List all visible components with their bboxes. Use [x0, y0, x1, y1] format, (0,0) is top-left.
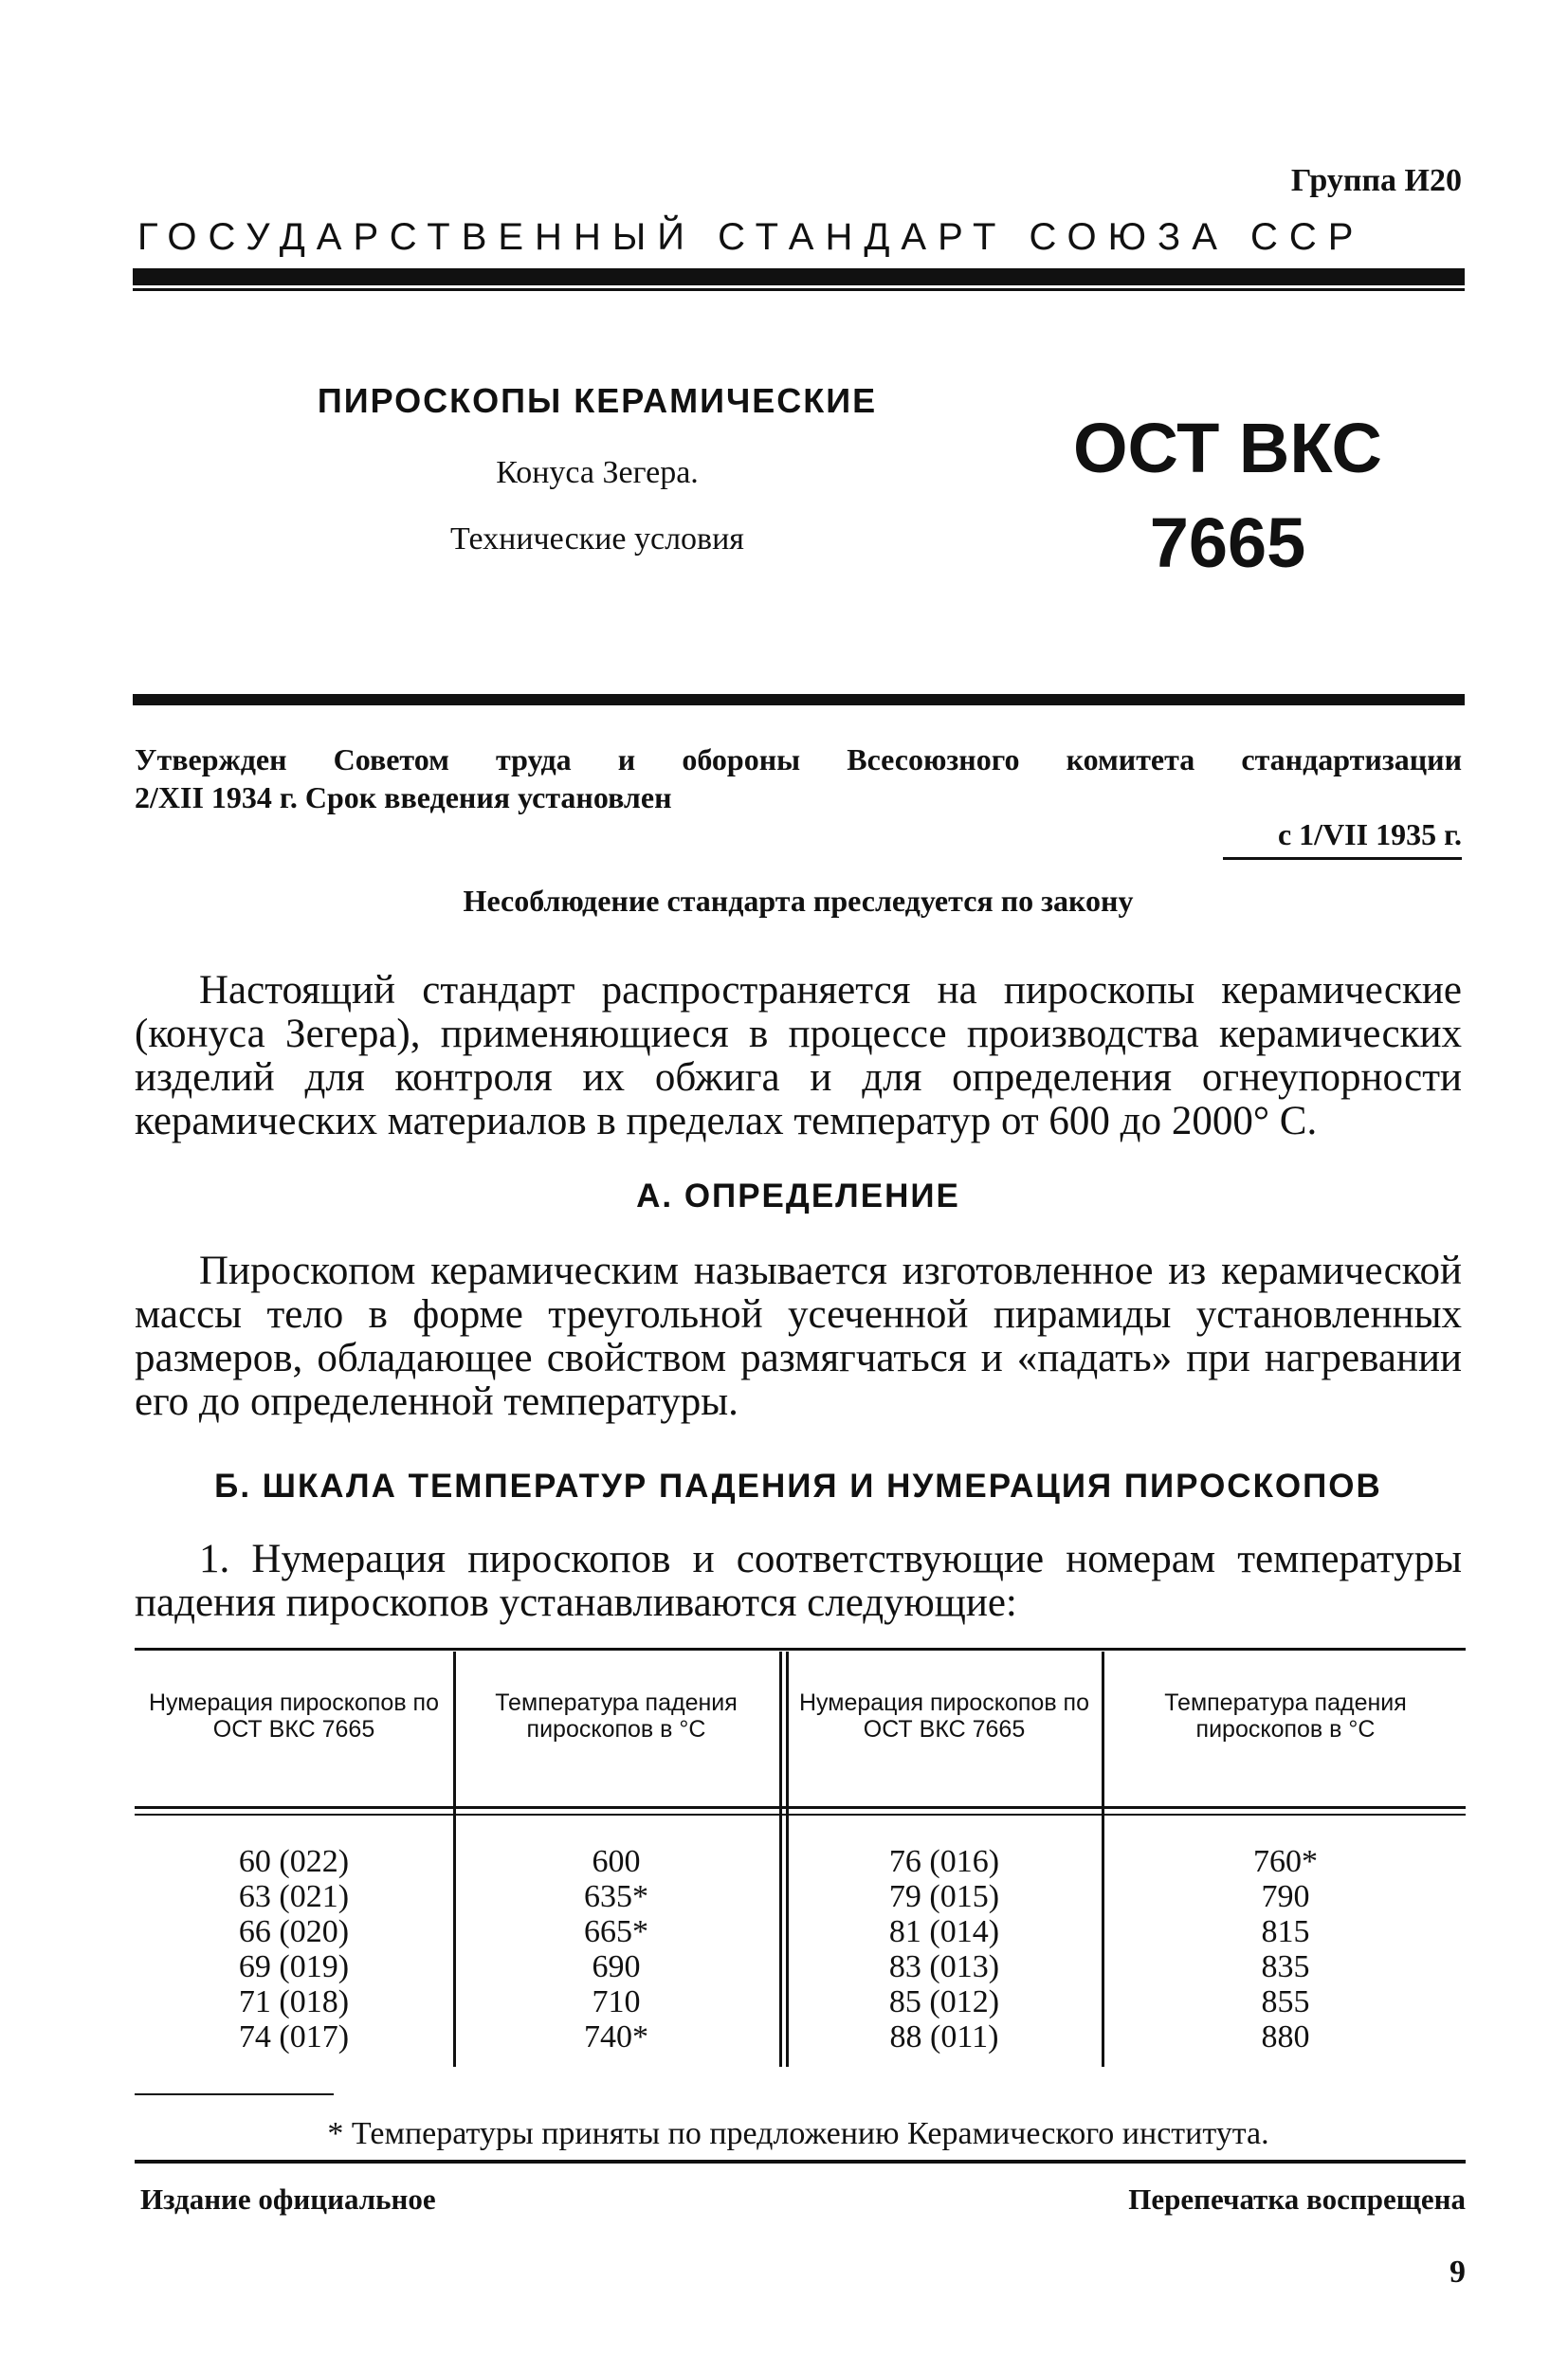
table-header-cell: Температура падения пироскопов в °С: [495, 1689, 738, 1743]
table-top-rule: [135, 1648, 1466, 1651]
table-column-divider: [453, 1652, 456, 2067]
effective-date: с 1/VII 1935 г.: [1277, 817, 1462, 851]
table-cell: 60 (022): [238, 1844, 350, 1879]
table-column-numbers-left: [142, 1844, 446, 2054]
table-cell: 880: [1261, 2019, 1310, 2054]
table-cell: 83 (013): [888, 1949, 1000, 1984]
standard-code: ОСТ ВКС: [1073, 409, 1382, 487]
reprint-prohibited-label: Перепечатка воспрещена: [1128, 2182, 1466, 2216]
document-subtitle: Конуса Зегера.: [496, 455, 699, 490]
definition-paragraph: Пироскопом керамическим называется изготовленное из керамической массы тело в форме треугольной усеченной пирамиды установленных размеров, обладающее свойством размягчаться и «падать» при нагревании его до определенной температуры.: [135, 1249, 1462, 1424]
table-column-temps-left: [459, 1844, 774, 2054]
group-label: Группа И20: [1290, 163, 1462, 198]
table-column-temps-right: [1107, 1844, 1464, 2054]
numbering-paragraph: 1. Нумерация пироскопов и соответствующие номерам температуры падения пироскопов устанавливаются следующие:: [135, 1537, 1462, 1625]
state-standard-title: ГОСУДАРСТВЕННЫЙ СТАНДАРТ СОЮЗА ССР: [137, 216, 1365, 258]
table-cell: 63 (021): [238, 1879, 350, 1914]
table-cell: 790: [1261, 1879, 1310, 1914]
table-cell: 76 (016): [888, 1844, 1000, 1879]
table-cell: 74 (017): [238, 2019, 350, 2054]
table-cell: 760*: [1253, 1844, 1318, 1879]
section-b-heading: Б. ШКАЛА ТЕМПЕРАТУР ПАДЕНИЯ И НУМЕРАЦИЯ ПИРОСКОПОВ: [214, 1468, 1382, 1505]
table-cell: 66 (020): [238, 1914, 350, 1949]
table-cell: 815: [1261, 1914, 1310, 1949]
table-header-cell: Нумерация пироскопов по ОСТ ВКС 7665: [799, 1689, 1089, 1743]
official-edition-label: Издание официальное: [140, 2182, 436, 2216]
top-rule-thin: [133, 288, 1465, 291]
footnote-rule: [135, 2093, 334, 2095]
page-number: 9: [1449, 2255, 1466, 2290]
table-header-cell: Температура падения пироскопов в °С: [1164, 1689, 1407, 1743]
table-header-rule-2: [135, 1814, 1466, 1816]
table-cell: 71 (018): [238, 1984, 350, 2019]
table-header-cell: Нумерация пироскопов по ОСТ ВКС 7665: [149, 1689, 439, 1743]
violation-note: Несоблюдение стандарта преследуется по закону: [463, 884, 1134, 918]
approval-text-line-1: Утвержден Советом труда и обороны Всесоюзного комитета стандартизации: [135, 742, 1462, 776]
table-cell: 88 (011): [889, 2019, 999, 2054]
document-subtitle-2: Технические условия: [450, 521, 744, 557]
table-cell: 835: [1261, 1949, 1310, 1984]
table-cell: 600: [592, 1844, 641, 1879]
standard-number: 7665: [1149, 503, 1306, 582]
table-cell: 855: [1261, 1984, 1310, 2019]
footer-rule: [135, 2160, 1466, 2164]
table-cell: 79 (015): [888, 1879, 1000, 1914]
table-column-divider: [1102, 1652, 1104, 2067]
table-center-divider: [779, 1652, 782, 2067]
table-column-numbers-right: [793, 1844, 1096, 2054]
top-rule-thick: [133, 268, 1465, 285]
table-header-rule: [135, 1806, 1466, 1809]
table-cell: 81 (014): [888, 1914, 1000, 1949]
table-cell: 740*: [584, 2019, 648, 2054]
table-cell: 690: [592, 1949, 641, 1984]
effective-date-underline: [1223, 857, 1462, 860]
approval-text-line-2: 2/XII 1934 г. Срок введения установлен: [135, 780, 672, 814]
table-cell: 665*: [584, 1914, 648, 1949]
table-cell: 710: [592, 1984, 641, 2019]
table-center-divider: [786, 1652, 789, 2067]
document-title: ПИРОСКОПЫ КЕРАМИЧЕСКИЕ: [317, 381, 878, 420]
section-a-heading: А. ОПРЕДЕЛЕНИЕ: [636, 1178, 960, 1214]
intro-paragraph: Настоящий стандарт распространяется на пироскопы керамические (конуса Зегера), применяющиеся в процессе производства керамических изделий для контроля их обжига и для определения огнеупорности керамических материалов в пределах температур от 600 до 2000° С.: [135, 968, 1462, 1143]
footnote: * Температуры приняты по предложению Керамического института.: [327, 2116, 1269, 2151]
table-cell: 85 (012): [888, 1984, 1000, 2019]
table-cell: 69 (019): [238, 1949, 350, 1984]
section-divider: [133, 694, 1465, 705]
table-cell: 635*: [584, 1879, 648, 1914]
